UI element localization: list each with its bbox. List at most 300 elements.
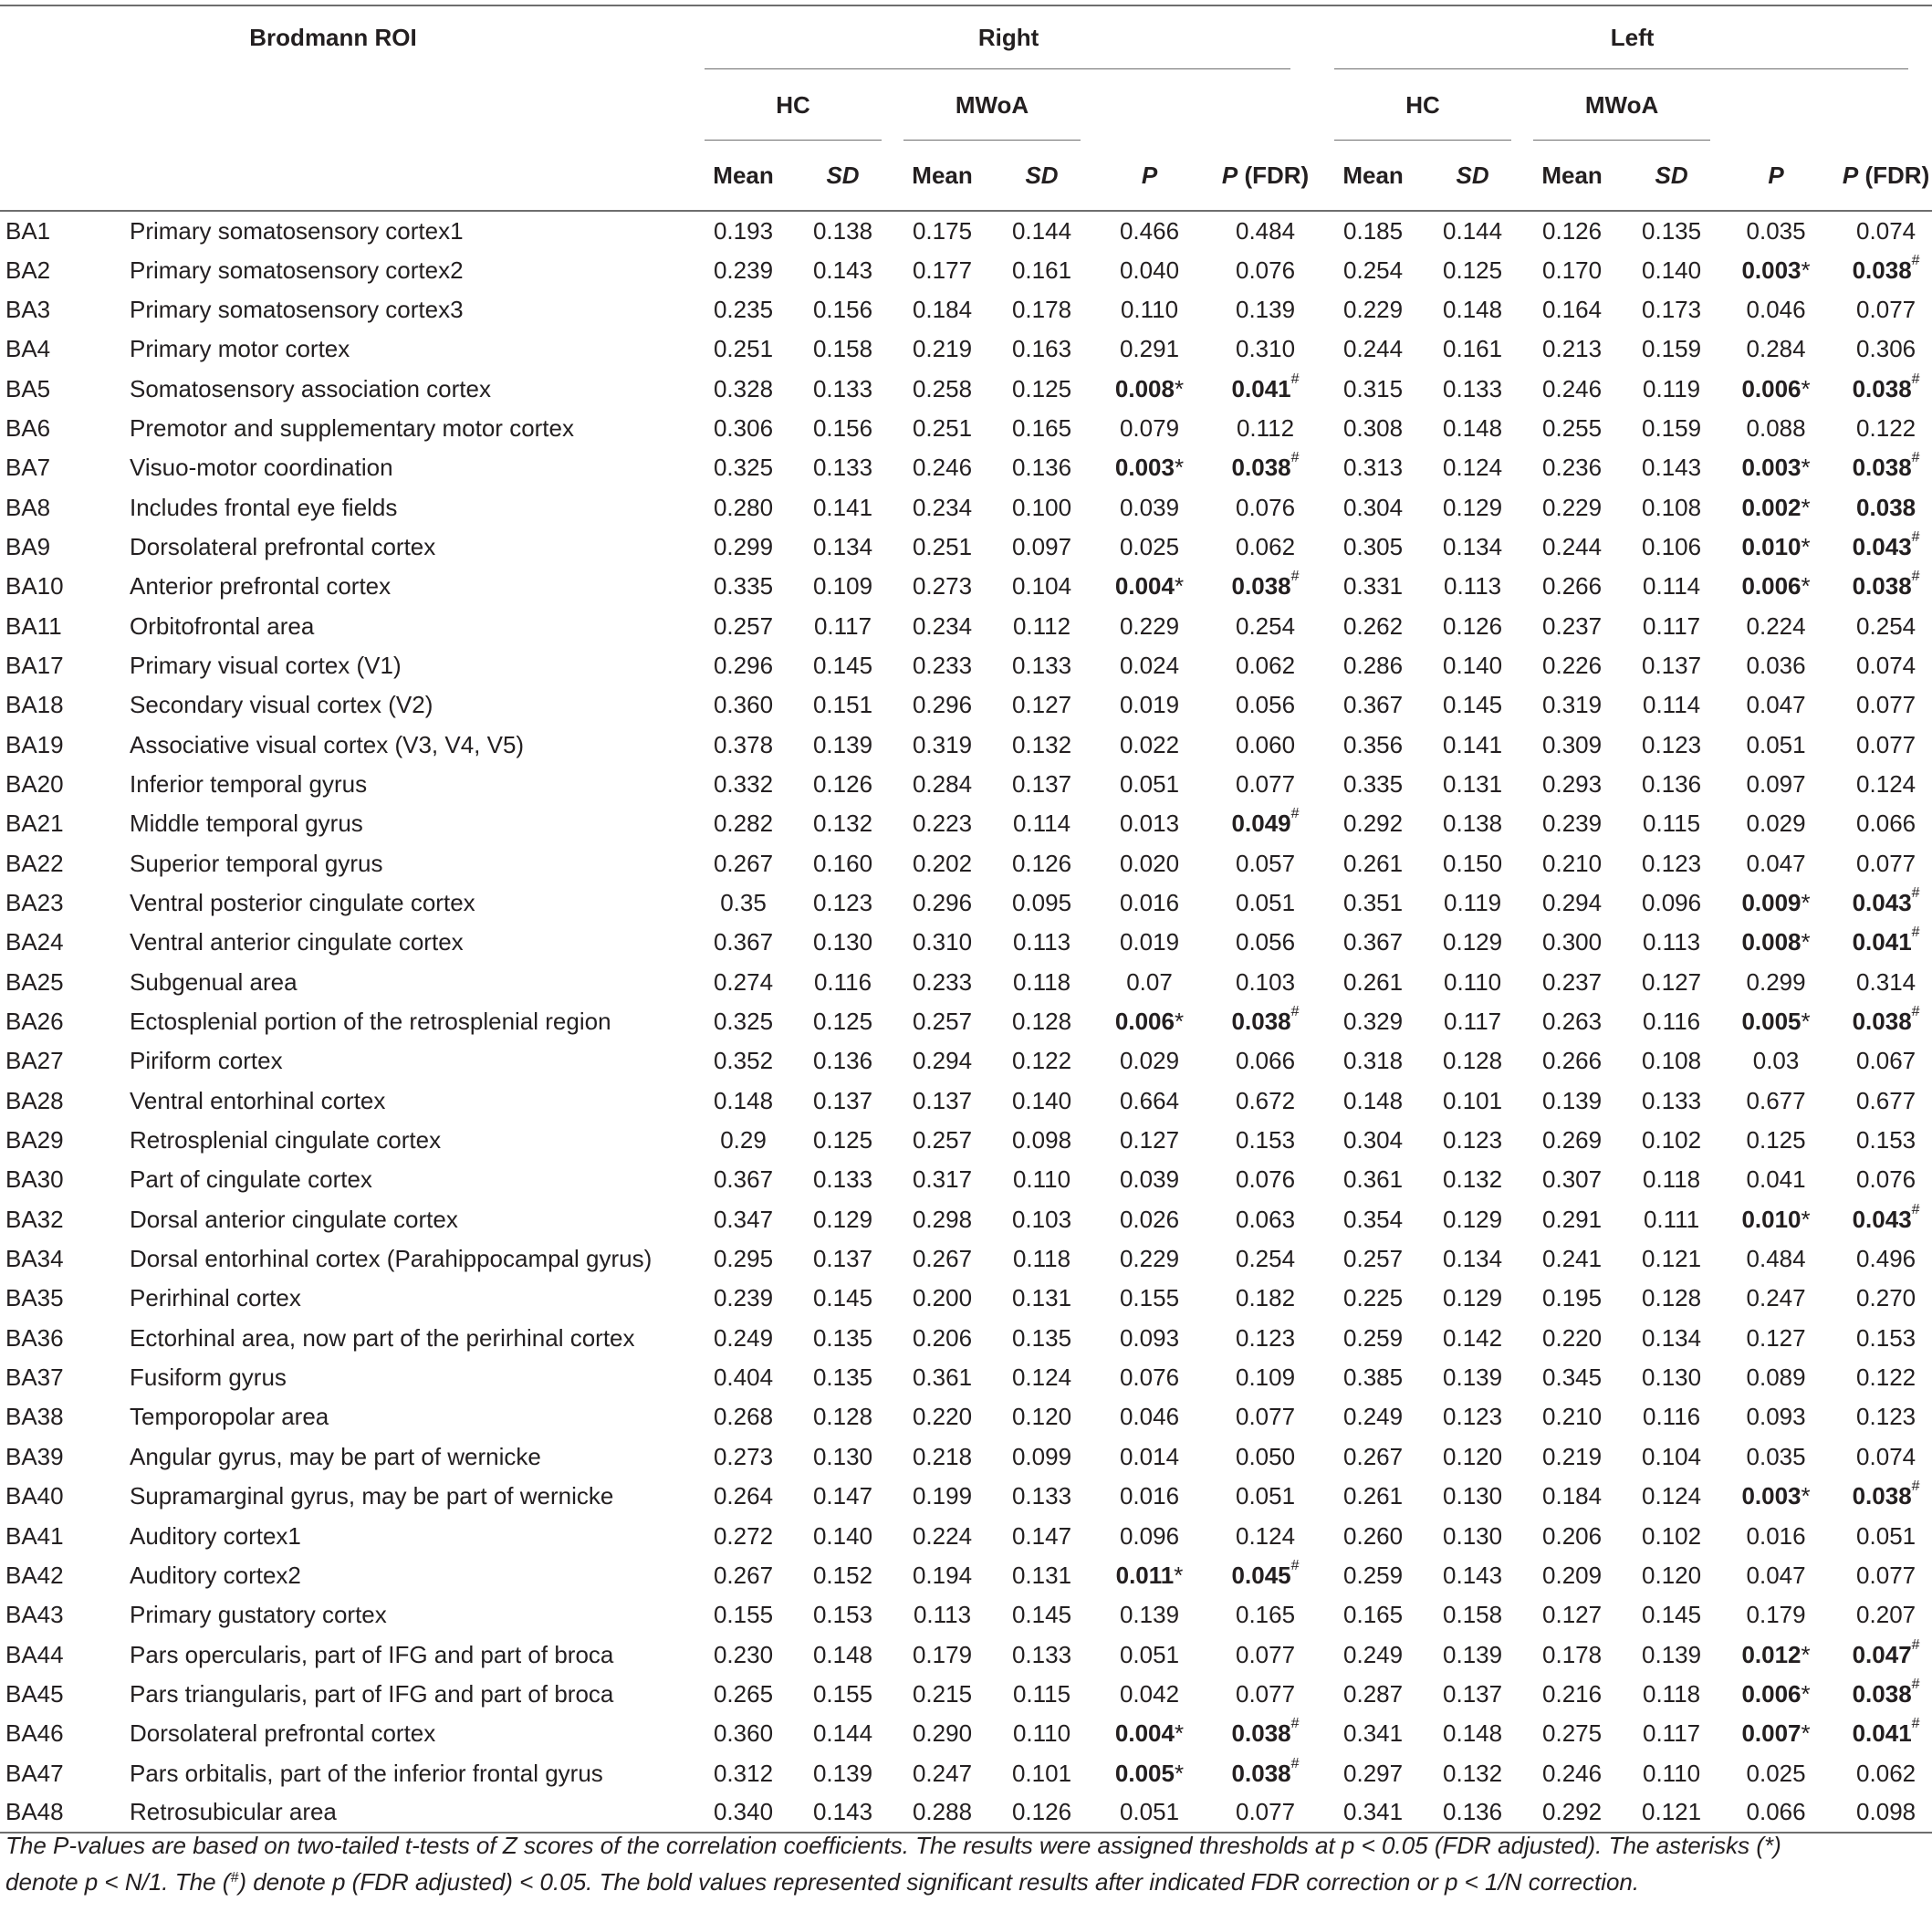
cell-r-p: 0.020 [1119,849,1180,877]
cell-ba-id: BA28 [5,1086,64,1114]
cell-r-hc-sd: 0.151 [812,691,873,719]
cell-r-hc-mean: 0.155 [713,1601,774,1629]
cell-r-mw-mean: 0.233 [912,967,973,996]
cell-l-hc-mean: 0.261 [1343,849,1404,877]
cell-r-p [1091,1714,1207,1753]
cell-l-hc-mean: 0.385 [1343,1363,1404,1392]
cell-ba-id: BA3 [5,295,51,323]
cell-l-pfdr: 0.074 [1856,1442,1916,1470]
cell-r-mw-sd: 0.140 [1011,1086,1072,1114]
significant-value: 0.038 [1852,1008,1912,1036]
cell-l-mw-sd: 0.133 [1642,1086,1702,1114]
cell-ba-id: BA48 [0,1793,119,1833]
cell-region-name: Pars opercularis, part of IFG and part of broca [130,1640,614,1668]
table-row [0,883,1932,923]
cell-region-name: Piriform cortex [130,1047,283,1075]
cell-l-mw-mean: 0.269 [1542,1126,1603,1155]
significant-value: 0.006 [1114,1008,1175,1036]
cell-r-mw-sd: 0.132 [1011,730,1072,758]
cell-l-hc-sd: 0.145 [1443,691,1503,719]
significant-value: 0.007 [1741,1719,1801,1748]
left-group-header [1323,5,1932,69]
cell-r-hc-sd: 0.137 [812,1245,873,1273]
cell-r-mw-sd: 0.099 [1011,1442,1072,1470]
fdr-mark: # [1911,1676,1920,1692]
cell-region-name: Perirhinal cortex [130,1284,301,1312]
cell-l-hc-mean: 0.257 [1343,1245,1404,1273]
cell-ba-id: BA7 [5,454,51,482]
cell-ba-id: BA32 [5,1205,64,1233]
cell-r-p: 0.026 [1119,1205,1180,1233]
cell-l-hc-mean: 0.318 [1343,1047,1404,1075]
cell-l-hc-sd: 0.123 [1443,1126,1503,1155]
cell-r-hc-mean: 0.332 [713,769,774,798]
cell-l-hc-sd: 0.130 [1443,1482,1503,1510]
pfdr-rest: (FDR) [1238,161,1310,189]
fdr-mark: # [1911,885,1920,902]
cell-r-mw-mean: 0.361 [912,1363,973,1392]
cell-r-hc-sd: 0.156 [812,413,873,442]
fdr-mark: # [1911,1716,1920,1732]
cell-l-mw-mean: 0.255 [1542,413,1603,442]
col-sd: SD [1423,141,1522,211]
cell-l-p [1721,1477,1831,1516]
cell-l-hc-mean: 0.259 [1343,1323,1404,1352]
cell-r-p: 0.029 [1119,1047,1180,1075]
cell-l-mw-sd: 0.102 [1642,1126,1702,1155]
cell-l-p [1721,487,1831,527]
cell-l-p: 0.224 [1746,611,1806,640]
cell-r-mw-mean: 0.219 [912,335,973,363]
cell-l-hc-sd: 0.119 [1443,889,1502,917]
cell-l-p: 0.284 [1746,335,1806,363]
cell-l-hc-mean: 0.286 [1343,651,1404,679]
significant-value: 0.010 [1741,532,1801,560]
cell-r-mw-sd: 0.131 [1011,1561,1072,1589]
cell-l-hc-mean: 0.244 [1343,335,1404,363]
cell-l-pfdr: 0.076 [1856,1165,1916,1194]
right-group-header [694,5,1323,69]
significant-value: 0.038 [1852,454,1912,482]
significant-value: 0.003 [1114,454,1175,482]
cell-l-hc-mean: 0.292 [1343,810,1404,838]
fdr-mark: # [1911,371,1920,387]
cell-region-name: Includes frontal eye fields [130,493,398,521]
cell-r-mw-mean: 0.251 [912,413,973,442]
cell-l-p: 0.088 [1746,413,1806,442]
cell-l-p: 0.179 [1746,1601,1806,1629]
cell-r-p: 0.229 [1119,1245,1180,1273]
cell-r-mw-mean: 0.296 [912,889,973,917]
cell-r-hc-sd: 0.117 [813,611,872,640]
cell-r-mw-mean: 0.258 [912,374,973,402]
significant-value: 0.006 [1741,374,1801,402]
cell-l-pfdr: 0.077 [1856,730,1916,758]
cell-ba-id: BA20 [5,769,64,798]
cell-l-mw-sd: 0.114 [1642,572,1701,601]
cell-l-p: 0.299 [1746,967,1806,996]
cell-r-hc-mean: 0.29 [720,1126,767,1155]
col-sd: SD [1622,141,1721,211]
cell-l-mw-mean: 0.210 [1542,849,1603,877]
cell-region-name: Ectosplenial portion of the retrosplenial region [130,1008,611,1036]
cell-l-hc-mean: 0.254 [1343,256,1404,284]
cell-l-mw-mean: 0.246 [1542,1759,1603,1787]
cell-region-name: Ventral anterior cingulate cortex [130,928,464,956]
cell-r-p: 0.139 [1119,1601,1180,1629]
cell-l-pfdr [1831,1200,1932,1239]
cell-l-hc-mean: 0.341 [1323,1793,1423,1833]
cell-l-p: 0.047 [1746,691,1806,719]
cell-region-name: Ventral entorhinal cortex [130,1086,386,1114]
cell-l-pfdr: 0.077 [1856,849,1916,877]
cell-r-p: 0.039 [1119,493,1180,521]
cell-r-mw-sd: 0.118 [1012,1245,1071,1273]
cell-r-mw-sd: 0.136 [1011,454,1072,482]
cell-r-pfdr: 0.077 [1236,769,1296,798]
mwoa-label: MWoA [1584,90,1659,119]
cell-l-mw-sd: 0.124 [1642,1482,1702,1510]
cell-r-mw-sd: 0.118 [1012,967,1071,996]
cell-l-mw-sd: 0.104 [1642,1442,1702,1470]
cell-r-mw-mean: 0.202 [912,849,973,877]
table-row [0,765,1932,804]
cell-r-p: 0.016 [1119,1482,1180,1510]
cell-r-mw-sd: 0.128 [1011,1008,1072,1036]
cell-r-pfdr: 0.153 [1236,1126,1296,1155]
cell-r-hc-sd: 0.116 [813,967,872,996]
fdr-mark: # [1290,371,1300,387]
significant-value: 0.038 [1231,1008,1291,1036]
cell-l-mw-mean: 0.266 [1542,572,1603,601]
cell-ba-id: BA18 [5,691,64,719]
cell-r-hc-mean: 0.360 [713,691,774,719]
cell-r-hc-mean: 0.239 [713,1284,774,1312]
cell-region-name: Dorsal entorhinal cortex (Parahippocampal gyrus) [130,1245,653,1273]
significant-value: 0.047 [1852,1640,1912,1668]
cell-l-pfdr [1831,1714,1932,1753]
cell-r-hc-sd: 0.135 [812,1323,873,1352]
cell-l-pfdr: 0.314 [1856,967,1916,996]
cell-r-mw-sd: 0.133 [1011,651,1072,679]
cell-r-mw-sd: 0.122 [1011,1047,1072,1075]
cell-r-p: 0.466 [1119,216,1180,245]
cell-l-p [1721,1714,1831,1753]
cell-r-hc-sd: 0.145 [812,1284,873,1312]
cell-r-hc-mean: 0.268 [713,1403,774,1431]
cell-r-pfdr: 0.254 [1236,611,1296,640]
cell-region-name: Part of cingulate cortex [130,1165,372,1194]
cell-r-pfdr: 0.051 [1236,889,1296,917]
cell-r-hc-mean: 0.352 [713,1047,774,1075]
cell-r-hc-sd: 0.137 [812,1086,873,1114]
cell-l-pfdr [1831,883,1932,923]
cell-r-mw-sd: 0.126 [1011,849,1072,877]
cell-r-mw-mean: 0.294 [912,1047,973,1075]
table-row [0,606,1932,645]
cell-r-mw-mean: 0.251 [912,532,973,560]
fdr-mark: # [1911,925,1920,941]
cell-ba-id: BA26 [5,1008,64,1036]
table-row [0,369,1932,408]
cell-r-hc-sd: 0.143 [793,1793,893,1833]
cell-r-p: 0.110 [1120,295,1179,323]
cell-ba-id: BA36 [5,1323,64,1352]
cell-r-pfdr: 0.076 [1236,1165,1296,1194]
cell-r-pfdr [1207,567,1323,606]
cell-r-mw-sd: 0.135 [1011,1323,1072,1352]
cell-l-mw-sd: 0.120 [1642,1561,1702,1589]
cell-r-hc-mean: 0.378 [713,730,774,758]
col-mean: Mean [1323,141,1423,211]
significant-value: 0.041 [1231,374,1291,402]
right-header-label: Right [977,24,1039,51]
cell-l-hc-sd: 0.161 [1443,335,1503,363]
table-row [0,1200,1932,1239]
asterisk-mark: * [1174,1561,1184,1589]
cell-r-mw-sd: 0.124 [1011,1363,1072,1392]
cell-r-p: 0.093 [1119,1323,1180,1352]
asterisk-mark: * [1801,1008,1811,1036]
cell-r-pfdr: 0.182 [1236,1284,1296,1312]
cell-l-hc-sd: 0.128 [1443,1047,1503,1075]
cell-l-hc-sd: 0.131 [1443,769,1503,798]
cell-r-mw-sd: 0.110 [1012,1719,1071,1748]
table-row [0,923,1932,962]
significant-value: 0.005 [1114,1759,1175,1787]
significant-value: 0.038 [1231,454,1291,482]
cell-l-pfdr: 0.074 [1856,216,1916,245]
cell-l-pfdr: 0.306 [1856,335,1916,363]
significant-value: 0.038 [1231,572,1291,601]
cell-l-pfdr [1831,1477,1932,1516]
cell-l-pfdr: 0.077 [1856,295,1916,323]
cell-r-hc-mean: 0.340 [694,1793,793,1833]
cell-l-hc-sd: 0.126 [1443,611,1503,640]
cell-r-mw-mean: 0.317 [912,1165,973,1194]
cell-ba-id: BA41 [5,1521,64,1550]
cell-r-mw-sd: 0.097 [1011,532,1072,560]
significant-value: 0.043 [1852,532,1912,560]
cell-r-hc-mean: 0.335 [713,572,774,601]
col-pfdr [1207,141,1323,211]
cell-r-p [1091,1556,1207,1595]
cell-ba-id: BA9 [5,532,51,560]
cell-l-p: 0.066 [1721,1793,1831,1833]
cell-l-mw-sd: 0.117 [1642,611,1701,640]
cell-l-mw-sd: 0.128 [1642,1284,1702,1312]
significant-value: 0.041 [1852,1719,1912,1748]
footnote-line-1: The P-values are based on two-tailed t-tests of Z scores of the correlation coefficients. The results were assigned thresholds at p < 0.05 (FDR adjusted). The asterisks (*) [5,1832,1781,1859]
cell-region-name: Primary somatosensory cortex1 [130,216,464,245]
cell-region-name: Somatosensory association cortex [130,374,491,402]
cell-l-mw-sd: 0.114 [1642,691,1701,719]
cell-r-hc-mean: 0.282 [713,810,774,838]
cell-ba-id: BA23 [5,889,64,917]
asterisk-mark: * [1801,256,1811,284]
cell-l-hc-sd: 0.123 [1443,1403,1503,1431]
cell-r-mw-mean: 0.175 [912,216,973,245]
cell-l-mw-mean: 0.309 [1542,730,1603,758]
cell-r-pfdr: 0.077 [1236,1679,1296,1708]
cell-r-hc-sd: 0.129 [812,1205,873,1233]
cell-ba-id: BA17 [5,651,64,679]
cell-l-mw-mean: 0.126 [1542,216,1603,245]
cell-r-mw-mean: 0.137 [912,1086,973,1114]
cell-r-hc-mean: 0.239 [713,256,774,284]
col-sd: SD [992,141,1091,211]
cell-l-p [1721,567,1831,606]
cell-region-name: Anterior prefrontal cortex [130,572,392,601]
cell-l-hc-mean: 0.308 [1343,413,1404,442]
significant-value: 0.038 [1852,572,1912,601]
right-mwoa-header [893,69,1091,141]
cell-l-hc-mean: 0.351 [1343,889,1404,917]
cell-r-pfdr: 0.056 [1236,928,1296,956]
cell-l-hc-mean: 0.304 [1343,1126,1404,1155]
asterisk-mark: * [1801,1679,1811,1708]
cell-r-mw-mean: 0.298 [912,1205,973,1233]
table-row [0,646,1932,685]
cell-r-mw-mean: 0.233 [912,651,973,679]
cell-r-pfdr [1207,1002,1323,1041]
cell-r-p: 0.019 [1119,691,1180,719]
fdr-mark: # [1290,569,1300,585]
cell-r-mw-mean: 0.234 [912,611,973,640]
cell-r-pfdr [1207,1556,1323,1595]
cell-region-name: Inferior temporal gyrus [130,769,368,798]
cell-r-mw-sd: 0.144 [1011,216,1072,245]
cell-r-pfdr: 0.103 [1236,967,1296,996]
cell-l-p [1721,1002,1831,1041]
cell-r-mw-sd: 0.120 [1011,1403,1072,1431]
cell-l-mw-mean: 0.127 [1542,1601,1603,1629]
significant-value: 0.038 [1856,493,1916,521]
asterisk-mark: * [1174,572,1185,601]
cell-region-name: Temporopolar area [130,1403,329,1431]
cell-r-mw-mean: 0.267 [912,1245,973,1273]
significant-value: 0.002 [1741,493,1801,521]
cell-l-mw-mean: 0.237 [1542,611,1603,640]
cell-r-hc-mean: 0.273 [713,1442,774,1470]
asterisk-mark: * [1801,928,1811,956]
cell-r-pfdr [1207,1753,1323,1792]
significant-value: 0.004 [1114,572,1175,601]
cell-r-hc-mean: 0.312 [713,1759,774,1787]
cell-l-hc-mean: 0.249 [1343,1640,1404,1668]
cell-l-pfdr: 0.124 [1856,769,1916,798]
cell-r-p: 0.039 [1119,1165,1180,1194]
fdr-mark: # [1911,1478,1920,1495]
cell-r-p: 0.076 [1119,1363,1180,1392]
cell-l-mw-sd: 0.145 [1642,1601,1702,1629]
cell-r-p [1091,1753,1207,1792]
cell-r-hc-sd: 0.128 [812,1403,873,1431]
table-row [0,1675,1932,1714]
cell-l-p [1721,1200,1831,1239]
cell-r-mw-sd: 0.113 [1012,928,1071,956]
cell-l-hc-sd: 0.120 [1443,1442,1503,1470]
cell-l-mw-sd: 0.111 [1643,1205,1700,1233]
table-row [0,725,1932,764]
table-row [0,1714,1932,1753]
significant-value: 0.003 [1741,256,1801,284]
cell-r-hc-sd: 0.140 [812,1521,873,1550]
table-row [0,1397,1932,1437]
pfdr-rest: (FDR) [1858,161,1930,189]
cell-l-mw-mean: 0.170 [1542,256,1603,284]
cell-ba-id: BA11 [5,611,62,640]
cell-ba-id: BA27 [5,1047,64,1075]
cell-r-mw-mean: 0.177 [912,256,973,284]
cell-r-mw-sd: 0.133 [1011,1482,1072,1510]
table-row [0,250,1932,289]
cell-l-pfdr: 0.051 [1856,1521,1916,1550]
cell-l-pfdr: 0.077 [1856,691,1916,719]
significant-value: 0.038 [1231,1719,1291,1748]
cell-l-mw-mean: 0.195 [1542,1284,1603,1312]
cell-region-name: Angular gyrus, may be part of wernicke [130,1442,541,1470]
cell-r-mw-sd: 0.100 [1011,493,1072,521]
cell-ba-id: BA22 [5,849,64,877]
cell-l-mw-sd: 0.159 [1642,413,1702,442]
table-row [0,1160,1932,1199]
fdr-mark: # [1290,450,1300,466]
cell-l-mw-mean: 0.266 [1542,1047,1603,1075]
cell-region-name: Middle temporal gyrus [130,810,363,838]
cell-r-p: 0.014 [1119,1442,1180,1470]
cell-region-name: Retrosplenial cingulate cortex [130,1126,442,1155]
cell-l-mw-mean: 0.241 [1542,1245,1603,1273]
cell-l-hc-sd: 0.158 [1443,1601,1503,1629]
table-row [0,1437,1932,1477]
cell-l-hc-sd: 0.134 [1443,532,1503,560]
cell-l-pfdr: 0.062 [1856,1759,1916,1787]
cell-l-pfdr: 0.153 [1856,1323,1916,1352]
significant-value: 0.003 [1741,454,1801,482]
cell-r-mw-mean: 0.218 [912,1442,973,1470]
table-row [0,1279,1932,1318]
cell-l-hc-sd: 0.140 [1443,651,1503,679]
cell-r-pfdr: 0.050 [1236,1442,1296,1470]
cell-r-mw-mean: 0.284 [912,769,973,798]
cell-l-pfdr: 0.074 [1856,651,1916,679]
cell-l-hc-sd: 0.113 [1443,572,1502,601]
cell-l-mw-mean: 0.226 [1542,651,1603,679]
cell-r-hc-mean: 0.272 [713,1521,774,1550]
cell-l-mw-mean: 0.164 [1542,295,1603,323]
cell-region-name: Primary somatosensory cortex3 [130,295,464,323]
cell-r-pfdr: 0.109 [1236,1363,1296,1392]
cell-r-pfdr: 0.077 [1207,1793,1323,1833]
fdr-mark: # [1290,1004,1300,1020]
significant-value: 0.006 [1741,572,1801,601]
cell-r-mw-sd: 0.127 [1011,691,1072,719]
cell-l-mw-sd: 0.106 [1642,532,1702,560]
fdr-mark: # [1911,1004,1920,1020]
cell-r-pfdr [1207,369,1323,408]
table-row [0,1358,1932,1397]
cell-ba-id: BA8 [5,493,51,521]
cell-l-p [1721,528,1831,567]
right-hc-header [694,69,893,141]
cell-r-p: 0.096 [1119,1521,1180,1550]
asterisk-mark: * [1801,532,1811,560]
asterisk-mark: * [1801,572,1811,601]
cell-l-p: 0.025 [1746,1759,1806,1787]
cell-l-p [1721,883,1831,923]
cell-ba-id: BA47 [5,1759,64,1787]
